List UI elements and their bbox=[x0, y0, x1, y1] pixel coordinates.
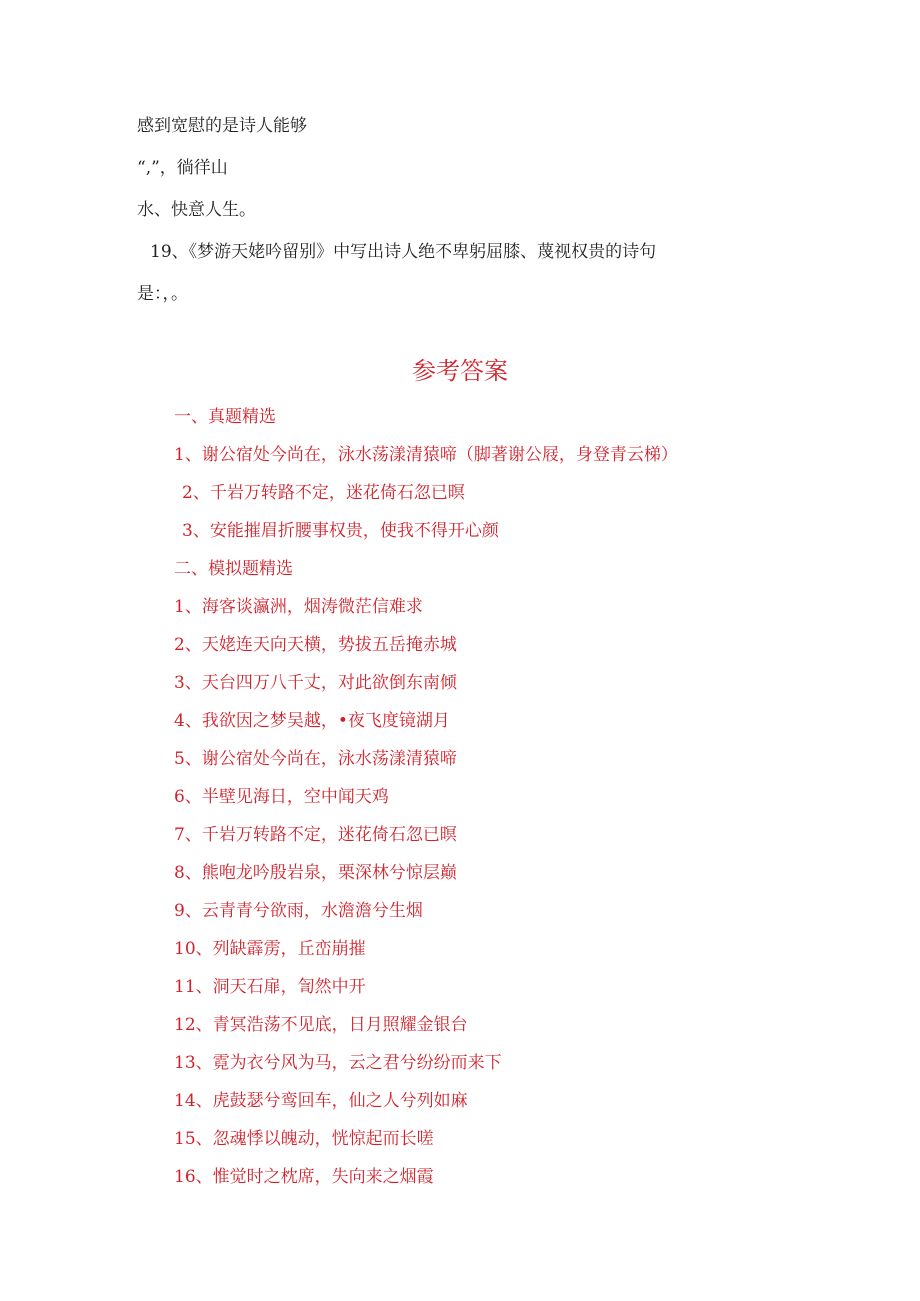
section-2-item: 2、天姥连天向天横，势拔五岳掩赤城 bbox=[174, 635, 457, 655]
section-2-item: 11、洞天石扉，訇然中开 bbox=[174, 977, 366, 997]
section-2-item: 6、半壁见海日，空中闻天鸡 bbox=[174, 787, 389, 807]
answer-title: 参考答案 bbox=[412, 357, 508, 385]
question-line-2: “,”，徜徉山 bbox=[137, 158, 228, 178]
section-1-item: 3、安能摧眉折腰事权贵，使我不得开心颜 bbox=[182, 521, 499, 541]
section-2-item: 14、虎鼓瑟兮鸾回车，仙之人兮列如麻 bbox=[174, 1091, 468, 1111]
section-1-heading: 一、真题精选 bbox=[174, 407, 276, 427]
question-line-3: 水、快意人生。 bbox=[137, 200, 256, 220]
question-line-1: 感到宽慰的是诗人能够 bbox=[137, 116, 307, 136]
section-2-item: 12、青冥浩荡不见底，日月照耀金银台 bbox=[174, 1015, 468, 1035]
section-2-item: 13、霓为衣兮风为马，云之君兮纷纷而来下 bbox=[174, 1053, 502, 1073]
section-2-item: 1、海客谈瀛洲，烟涛微茫信难求 bbox=[174, 597, 423, 617]
section-2-item: 16、惟觉时之枕席，失向来之烟霞 bbox=[174, 1167, 434, 1187]
section-2-item: 5、谢公宿处今尚在，泳水荡漾清猿啼 bbox=[174, 749, 457, 769]
section-2-item: 3、天台四万八千丈，对此欲倒东南倾 bbox=[174, 673, 457, 693]
section-1-item: 2、千岩万转路不定，迷花倚石忽已暝 bbox=[182, 483, 465, 503]
section-2-item: 4、我欲因之梦吴越，•夜飞度镜湖月 bbox=[174, 711, 450, 731]
section-2-item: 15、忽魂悸以魄动，恍惊起而长嗟 bbox=[174, 1129, 434, 1149]
question-19-line-2: 是：，。 bbox=[137, 284, 188, 304]
section-2-item: 9、云青青兮欲雨，水澹澹兮生烟 bbox=[174, 901, 423, 921]
section-1-item: 1、谢公宿处今尚在，泳水荡漾清猿啼（脚著谢公屐，身登青云梯） bbox=[174, 445, 678, 465]
section-2-heading: 二、模拟题精选 bbox=[174, 559, 293, 579]
question-19-line-1: 19、《梦游天姥吟留别》中写出诗人绝不卑躬屈膝、蔑视权贵的诗句 bbox=[150, 242, 657, 262]
section-2-item: 10、列缺霹雳，丘峦崩摧 bbox=[174, 939, 366, 959]
section-2-item: 7、千岩万转路不定，迷花倚石忽已暝 bbox=[174, 825, 457, 845]
section-2-item: 8、熊咆龙吟殷岩泉，栗深林兮惊层巅 bbox=[174, 863, 457, 883]
